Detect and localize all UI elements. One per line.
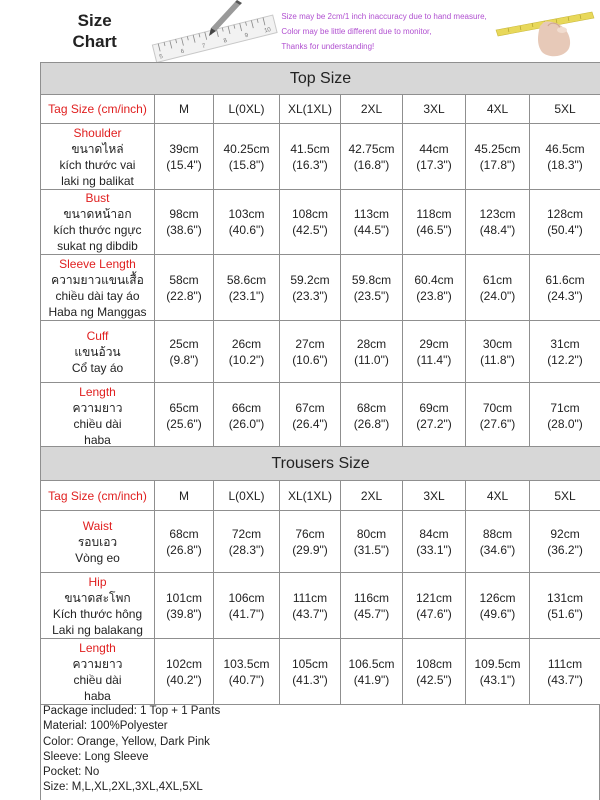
- row-label-title: Length: [79, 384, 116, 399]
- trousers-tag-size-label: Tag Size (cm/inch): [41, 481, 155, 511]
- row-label-top-length: [41, 383, 155, 449]
- size-header: L(0XL): [214, 95, 280, 124]
- value-cell: 70cm (27.6"): [466, 383, 530, 449]
- value-cell: 126cm (49.6"): [466, 573, 530, 639]
- row-label-filipino: Haba ng Manggas: [48, 304, 147, 319]
- value-cell: 59.8cm (23.5"): [341, 255, 403, 321]
- value-cell: 116cm (45.7"): [341, 573, 403, 639]
- material-line: Material: 100%Polyester: [43, 720, 168, 733]
- table-row: [41, 511, 600, 573]
- row-label-title: Shoulder: [73, 125, 122, 140]
- value-cell: 61.6cm (24.3"): [530, 255, 600, 321]
- value-cell: 84cm (33.1"): [403, 511, 466, 573]
- size-header: 2XL: [341, 95, 403, 124]
- row-label-shoulder: [41, 124, 155, 190]
- value-cell: 58.6cm (23.1"): [214, 255, 280, 321]
- product-details: [40, 704, 600, 800]
- row-label-thai: ขนาดหน้าอก: [63, 207, 132, 221]
- value-cell: 61cm (24.0"): [466, 255, 530, 321]
- value-cell: 103.5cm (40.7"): [214, 639, 280, 705]
- row-label-thai: รอบเอว: [77, 534, 118, 549]
- value-cell: 128cm (50.4"): [530, 190, 600, 255]
- size-header: 3XL: [403, 481, 466, 511]
- table-row: [41, 639, 600, 705]
- table-row: [41, 573, 600, 639]
- value-cell: 111cm (43.7"): [280, 573, 341, 639]
- trousers-size-title: Trousers Size: [41, 447, 600, 481]
- color-line: Color: Orange, Yellow, Dark Pink: [43, 735, 210, 748]
- pocket-line: Pocket: No: [43, 766, 100, 779]
- value-cell: 25cm (9.8"): [155, 321, 214, 383]
- value-cell: 105cm (41.3"): [280, 639, 341, 705]
- value-cell: 44cm (17.3"): [403, 124, 466, 190]
- ruler-number: 8: [223, 37, 228, 45]
- row-label-vietnamese: chiều dài: [73, 672, 122, 687]
- note-line: Size may be 2cm/1 inch inaccuracy due to hand measure,: [281, 11, 487, 21]
- chart-header: [40, 0, 600, 62]
- value-cell: 80cm (31.5"): [341, 511, 403, 573]
- value-cell: 58cm (22.8"): [155, 255, 214, 321]
- value-cell: 123cm (48.4"): [466, 190, 530, 255]
- value-cell: 59.2cm (23.3"): [280, 255, 341, 321]
- size-header: 2XL: [341, 481, 403, 511]
- row-label-filipino: haba: [84, 688, 111, 703]
- value-cell: 113cm (44.5"): [341, 190, 403, 255]
- value-cell: 108cm (42.5"): [403, 639, 466, 705]
- note-line: Thanks for understanding!: [281, 41, 375, 51]
- top-size-table: [40, 62, 600, 449]
- row-label-bust: [41, 190, 155, 255]
- chart-title-line1: Size: [77, 11, 112, 30]
- value-cell: 31cm (12.2"): [530, 321, 600, 383]
- value-cell: 66cm (26.0"): [214, 383, 280, 449]
- size-header: XL(1XL): [280, 95, 341, 124]
- value-cell: 40.25cm (15.8"): [214, 124, 280, 190]
- chart-title: [40, 0, 149, 62]
- value-cell: 111cm (43.7"): [530, 639, 600, 705]
- chart-title-line2: Chart: [72, 32, 117, 51]
- value-cell: 46.5cm (18.3"): [530, 124, 600, 190]
- size-header: 4XL: [466, 95, 530, 124]
- value-cell: 106cm (41.7"): [214, 573, 280, 639]
- value-cell: 72cm (28.3"): [214, 511, 280, 573]
- size-header: M: [155, 95, 214, 124]
- value-cell: 29cm (11.4"): [403, 321, 466, 383]
- row-label-title: Cuff: [86, 328, 109, 343]
- hand-tape-illustration: [488, 0, 600, 62]
- value-cell: 60.4cm (23.8"): [403, 255, 466, 321]
- table-row: [41, 255, 600, 321]
- row-label-thai: ความยาว: [72, 656, 123, 671]
- row-label-filipino: haba: [84, 432, 111, 447]
- value-cell: 106.5cm (41.9"): [341, 639, 403, 705]
- value-cell: 103cm (40.6"): [214, 190, 280, 255]
- table-row: [41, 124, 600, 190]
- size-header: XL(1XL): [280, 481, 341, 511]
- row-label-filipino: sukat ng dibdib: [57, 239, 138, 253]
- row-label-sleeve-length: [41, 255, 155, 321]
- row-label-hip: [41, 573, 155, 639]
- row-label-thai: แขนอ้วน: [74, 344, 121, 359]
- ruler-number: 6: [180, 48, 186, 56]
- size-header: L(0XL): [214, 481, 280, 511]
- value-cell: 98cm (38.6"): [155, 190, 214, 255]
- value-cell: 42.75cm (16.8"): [341, 124, 403, 190]
- size-line: Size: M,L,XL,2XL,3XL,4XL,5XL: [43, 781, 203, 794]
- package-line: Package included: 1 Top + 1 Pants: [43, 705, 221, 717]
- hand-tape-icon: [488, 0, 600, 62]
- value-cell: 41.5cm (16.3"): [280, 124, 341, 190]
- measurement-notes: [279, 0, 488, 62]
- row-label-filipino: Laki ng balakang: [52, 622, 143, 637]
- size-header: 3XL: [403, 95, 466, 124]
- size-header: 5XL: [530, 95, 600, 124]
- table-row: [41, 383, 600, 449]
- value-cell: 118cm (46.5"): [403, 190, 466, 255]
- value-cell: 26cm (10.2"): [214, 321, 280, 383]
- ruler-number: 9: [244, 32, 250, 40]
- row-label-vietnamese: Vòng eo: [75, 550, 120, 565]
- row-label-waist: [41, 511, 155, 573]
- value-cell: 69cm (27.2"): [403, 383, 466, 449]
- trousers-size-table: [40, 446, 600, 705]
- value-cell: 39cm (15.4"): [155, 124, 214, 190]
- value-cell: 71cm (28.0"): [530, 383, 600, 449]
- row-label-vietnamese: chiều dài: [73, 416, 122, 431]
- value-cell: 109.5cm (43.1"): [466, 639, 530, 705]
- row-label-title: Length: [79, 640, 116, 655]
- row-label-vietnamese: Kích thước hông: [52, 606, 143, 621]
- value-cell: 67cm (26.4"): [280, 383, 341, 449]
- ruler-pen-icon: [149, 0, 279, 62]
- row-label-title: Sleeve Length: [59, 256, 136, 271]
- row-label-cuff: [41, 321, 155, 383]
- ruler-number: 10: [264, 27, 272, 35]
- ruler-number: 7: [201, 43, 207, 50]
- sleeve-line: Sleeve: Long Sleeve: [43, 750, 149, 763]
- row-label-title: Hip: [88, 574, 107, 589]
- ruler-pen-illustration: [149, 0, 279, 62]
- value-cell: 102cm (40.2"): [155, 639, 214, 705]
- top-size-title: Top Size: [41, 63, 600, 95]
- row-label-thai: ขนาดสะโพก: [64, 590, 131, 605]
- value-cell: 121cm (47.6"): [403, 573, 466, 639]
- value-cell: 27cm (10.6"): [280, 321, 341, 383]
- size-header: 4XL: [466, 481, 530, 511]
- value-cell: 68cm (26.8"): [155, 511, 214, 573]
- value-cell: 131cm (51.6"): [530, 573, 600, 639]
- value-cell: 68cm (26.8"): [341, 383, 403, 449]
- row-label-vietnamese: kích thước vai: [59, 157, 136, 172]
- size-header: M: [155, 481, 214, 511]
- value-cell: 101cm (39.8"): [155, 573, 214, 639]
- value-cell: 30cm (11.8"): [466, 321, 530, 383]
- row-label-title: Bust: [85, 191, 110, 205]
- row-label-thai: ความยาว: [72, 400, 123, 415]
- value-cell: 28cm (11.0"): [341, 321, 403, 383]
- top-tag-size-label: Tag Size (cm/inch): [41, 95, 155, 124]
- row-label-vietnamese: Cổ tay áo: [71, 360, 124, 375]
- table-row: [41, 190, 600, 255]
- row-label-vietnamese: chiều dài tay áo: [55, 288, 140, 303]
- row-label-filipino: laki ng balikat: [61, 173, 134, 188]
- ruler-number: 5: [159, 53, 164, 61]
- value-cell: 108cm (42.5"): [280, 190, 341, 255]
- size-header: 5XL: [530, 481, 600, 511]
- value-cell: 88cm (34.6"): [466, 511, 530, 573]
- note-line: Color may be little different due to monitor,: [281, 26, 432, 36]
- value-cell: 76cm (29.9"): [280, 511, 341, 573]
- row-label-vietnamese: kích thước ngực: [53, 223, 142, 237]
- value-cell: 65cm (25.6"): [155, 383, 214, 449]
- row-label-trousers-length: [41, 639, 155, 705]
- table-row: [41, 321, 600, 383]
- row-label-thai: ขนาดไหล่: [71, 141, 124, 156]
- row-label-title: Waist: [82, 518, 113, 533]
- value-cell: 92cm (36.2"): [530, 511, 600, 573]
- row-label-thai: ความยาวแขนเสื้อ: [51, 272, 144, 287]
- value-cell: 45.25cm (17.8"): [466, 124, 530, 190]
